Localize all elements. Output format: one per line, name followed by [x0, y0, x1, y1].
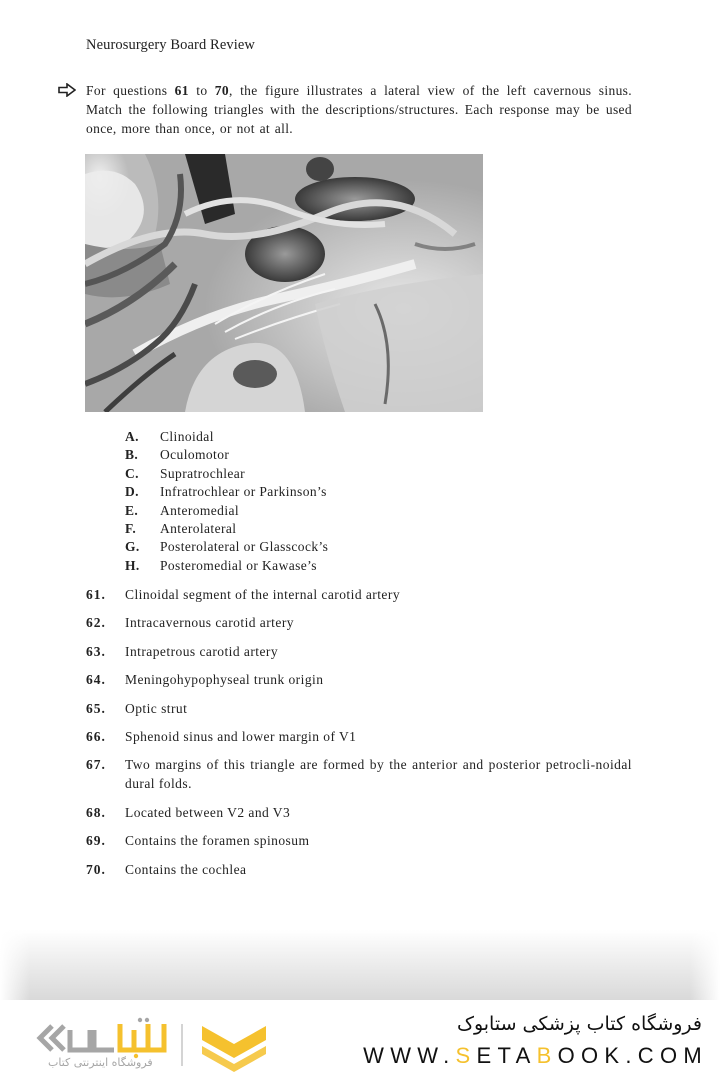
dissection-image	[85, 154, 483, 412]
question-start-number: 61	[174, 83, 189, 98]
store-name: فروشگاه کتاب پزشکی ستابوک	[456, 1013, 702, 1035]
double-chevron-icon	[40, 1026, 64, 1050]
answer-option: E. Anteromedial	[125, 502, 240, 518]
question-item: 66. Sphenoid sinus and lower margin of V1	[86, 728, 357, 744]
logo-subtitle: فروشگاه اینترنتی کتاب	[48, 1056, 153, 1069]
answer-options-list	[125, 428, 328, 575]
question-item: 64. Meningohypophyseal trunk origin	[86, 672, 324, 688]
answer-option: B. Oculomotor	[125, 447, 230, 463]
answer-option: F. Anterolateral	[125, 520, 237, 536]
running-head: Neurosurgery Board Review	[86, 37, 255, 53]
question-item: 69. Contains the foramen spinosum	[86, 833, 310, 849]
answer-option: H. Posteromedial or Kawase’s	[125, 557, 317, 573]
answer-option: G. Posterolateral or Glasscock’s	[125, 539, 329, 555]
page-bottom-shadow	[0, 930, 720, 1000]
cavernous-sinus-photo	[85, 154, 483, 412]
right-arrow-outline-icon	[58, 83, 76, 97]
question-end-number: 70	[214, 83, 229, 98]
questions-list	[86, 585, 632, 888]
answer-option: C. Supratrochlear	[125, 465, 246, 481]
question-item: 63. Intrapetrous carotid artery	[86, 643, 279, 659]
question-item: 65. Optic strut	[86, 700, 188, 716]
answer-option: A. Clinoidal	[125, 429, 214, 444]
store-url-link[interactable]: WWW.SETABOOK.COM	[363, 1043, 708, 1068]
question-item: 70. Contains the cochlea	[86, 861, 247, 877]
question-item: 61. Clinoidal segment of the internal carotid artery	[86, 587, 401, 602]
question-item: 68. Located between V2 and V3	[86, 804, 291, 820]
question-item: 62. Intracavernous carotid artery	[86, 615, 294, 631]
question-intro: For questions 61 to 70, the figure illustrates a lateral view of the left cavernous sinus. Match the following triangles with the descriptions/structures. Each response may be used once, more than once, or not at all.	[86, 83, 633, 136]
question-item: 67. Two margins of this triangle are formed by the anterior and posterior petrocli-noidal dural folds.	[86, 757, 632, 792]
publisher-footer	[0, 1000, 720, 1080]
answer-option: D. Infratrochlear or Parkinson’s	[125, 484, 327, 500]
